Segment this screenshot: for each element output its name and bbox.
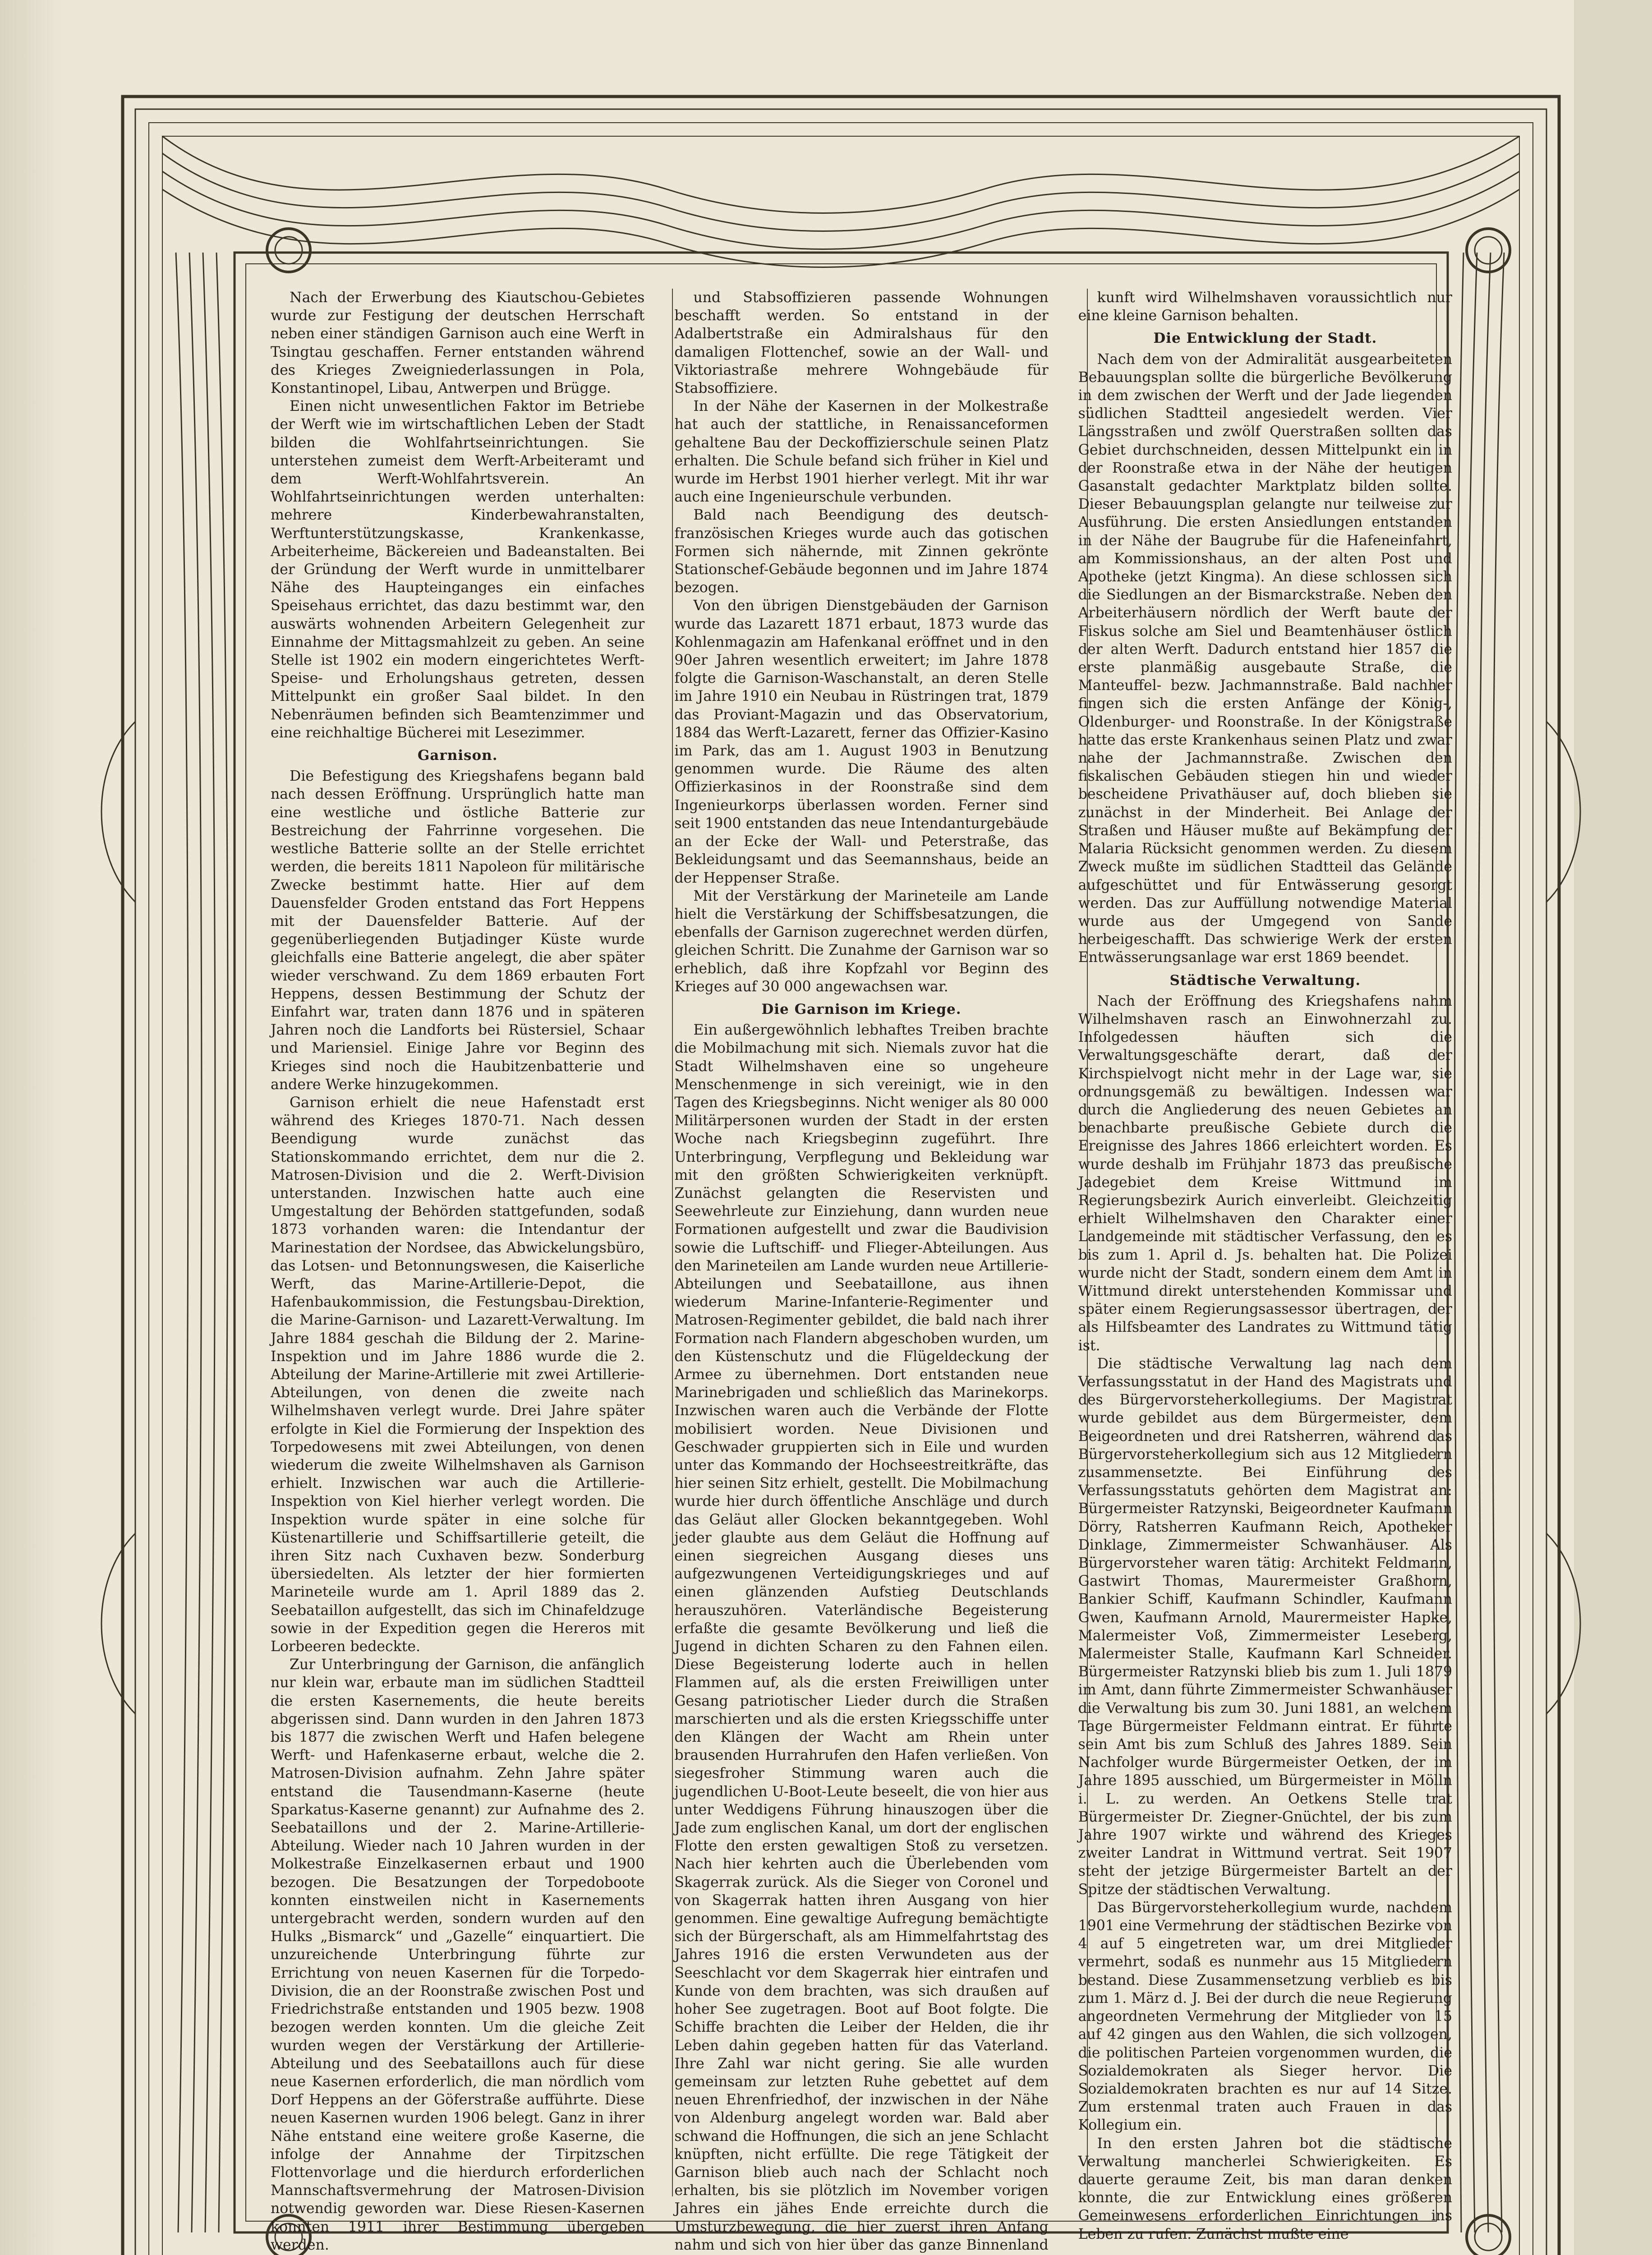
paragraph: Nach der Eröffnung des Kriegshafens nahm Wilhelmshaven rasch an Einwohnerzahl zu. Infolgedessen häuften sich die Verwaltungsgeschäfte derart, daß der Kirchspielvogt nicht mehr in der Lage war, sie ordnungsgemäß zu bewältigen. Indessen war durch die Angliederung des neuen Gebietes an benachbarte preußische Gebiete durch die Ereignisse des Jahres 1866 erleichtert worden. Es wurde deshalb im Frühjahr 1873 das preußische Jadegebiet dem Kreise Wittmund im Regierungsbezirk Aurich einverleibt. Gleichzeitig erhielt Wilhelmshaven den Charakter einer Landgemeinde mit städtischer Verfassung, den es bis zum 1. April d. Js. behalten hat. Die Polizei wurde nicht der Stadt, sondern einem dem Amt in Wittmund direkt unterstehenden Kommissar und später einem Regierungsassessor übertragen, der als Hilfsbeamter des Landrates zu Wittmund tätig ist. bbox=[1078, 993, 1452, 1354]
column-1 bbox=[271, 289, 645, 2253]
paragraph: Garnison erhielt die neue Hafenstadt erst während des Krieges 1870-71. Nach dessen Beendigung wurde zunächst das Stationskommando errichtet, dem nur die 2. Matrosen-Division und die 2. Werft-Division unterstanden. Inzwischen hatte auch eine Umgestaltung der Behörden stattgefunden, sodaß 1873 vorhanden waren: die Intendantur der Marinestation der Nordsee, das Abwickelungsbüro, das Lotsen- und Betonnungswesen, die Kaiserliche Werft, das Marine-Artillerie-Depot, die Hafenbaukommission, die Festungsbau-Direktion, die Marine-Garnison- und Lazarett-Verwaltung. Im Jahre 1884 geschah die Bildung der 2. Marine-Inspektion und im Jahre 1886 wurde die 2. Abteilung der Marine-Artillerie mit zwei Artillerie-Abteilungen, von denen die zweite nach Wilhelmshaven verlegt wurde. Drei Jahre später erfolgte in Kiel die Formierung der Inspektion des Torpedowesens mit zwei Abteilungen, von denen wiederum die zweite Wilhelmshaven als Garnison erhielt. Inzwischen war auch die Artillerie-Inspektion von Kiel hierher verlegt worden. Die Inspektion wurde später in eine solche für Küstenartillerie und Schiffsartillerie geteilt, die ihren Sitz nach Cuxhaven bezw. Sonderburg übersiedelten. Als letzter der hier formierten Marineteile wurde am 1. April 1889 das 2. Seebataillon aufgestellt, das sich im Chinafeldzuge sowie in der Expedition gegen die Hereros mit Lorbeeren bedeckte. bbox=[271, 1094, 645, 1655]
paragraph: Von den übrigen Dienstgebäuden der Garnison wurde das Lazarett 1871 erbaut, 1873 wurde das Kohlenmagazin am Hafenkanal eröffnet und in den 90er Jahren wesentlich erweitert; im Jahre 1878 folgte die Garnison-Waschanstalt, an deren Stelle im Jahre 1910 ein Neubau in Rüstringen trat, 1879 das Proviant-Magazin und das Observatorium, 1884 das Werft-Lazarett, ferner das Offizier-Kasino im Park, das am 1. August 1903 in Benutzung genommen wurde. Die Räume des alten Offizierkasinos in der Roonstraße sind dem Ingenieurkorps überlassen worden. Ferner sind seit 1900 entstanden das neue Intendanturgebäude an der Ecke der Wall- und Peterstraße, das Bekleidungsamt und das Seemannshaus, beide an der Heppenser Straße. bbox=[674, 598, 1049, 886]
section-heading: Die Entwicklung der Stadt. bbox=[1153, 330, 1377, 347]
paragraph: Mit der Verstärkung der Marineteile am Lande hielt die Verstärkung der Schiffsbesatzungen, die ebenfalls der Garnison zugerechnet werden dürfen, gleichen Schritt. Die Zunahme der Garnison war so erheblich, daß ihre Kopfzahl vor Beginn des Krieges auf 30 000 angewachsen war. bbox=[674, 888, 1049, 995]
paragraph: Ein außergewöhnlich lebhaftes Treiben brachte die Mobilmachung mit sich. Niemals zuvor hat die Stadt Wilhelmshaven eine so ungeheure Menschenmenge in sich vereinigt, wie in den Tagen des Kriegsbeginns. Nicht weniger als 80 000 Militärpersonen wurden der Stadt in der ersten Woche nach Kriegsbeginn zugeführt. Ihre Unterbringung, Verpflegung und Bekleidung war mit den größten Schwierigkeiten verknüpft. Zunächst gelangten die Reservisten und Seewehrleute zur Einziehung, dann wurden neue Formationen aufgestellt und zwar die Baudivision sowie die Luftschiff- und Flieger-Abteilungen. Aus den Marineteilen am Lande wurden neue Artillerie-Abteilungen und Seebataillone, aus ihnen wiederum Marine-Infanterie-Regimenter und Matrosen-Regimenter gebildet, die bald nach ihrer Formation nach Flandern abgeschoben wurden, um den Küstenschutz und die Flügeldeckung der Armee zu übernehmen. Dort entstanden neue Marinebrigaden und schließlich das Marinekorps. Inzwischen waren auch die Verbände der Flotte mobilisiert worden. Neue Divisionen und Geschwader gruppierten sich in Eile und wurden unter das Kommando der Hochseestreitkräfte, das hier seinen Sitz erhielt, gestellt. Die Mobilmachung wurde hier durch öffentliche Anschläge und durch das Geläut aller Glocken bekanntgegeben. Wohl jeder glaubte aus dem Geläut die Hoffnung auf einen siegreichen Ausgang dieses uns aufgezwungenen Verteidigungskrieges und auf einen glänzenden Aufstieg Deutschlands herauszuhören. Vaterländische Begeisterung erfaßte die gesamte Bevölkerung und ließ die Jugend in dichten Scharen zu den Fahnen eilen. Diese Begeisterung loderte auch in hellen Flammen auf, als die ersten Freiwilligen unter Gesang patriotischer Lieder durch die Straßen marschierten und als die ersten Kriegsschiffe unter den Klängen der Wacht am Rhein unter brausenden Hurrahrufen den Hafen verließen. Von siegesfroher Stimmung waren auch die jugendlichen U-Boot-Leute beseelt, die von hier aus unter Weddigens Führung hinauszogen über die Jade zum englischen Kanal, um dort der englischen Flotte den ersten gewaltigen Stoß zu versetzen. Nach hier kehrten auch die Überlebenden vom Skagerrak zurück. Als die Sieger von Coronel und von Skagerrak hatten ihren Ausgang von hier genommen. Eine gewaltige Aufregung bemächtigte sich der Bürgerschaft, als am Himmelfahrtstag des Jahres 1916 die ersten Verwundeten aus der Seeschlacht vor dem Skagerrak hier eintrafen und Kunde von dem brachten, was sich draußen auf hoher See zugetragen. Boot auf Boot folgte. Die Schiffe brachten die Leiber der Helden, die ihr Leben dahin gegeben hatten für das Vaterland. Ihre Zahl war nicht gering. Sie alle wurden gemeinsam zur letzten Ruhe gebettet auf dem neuen Ehrenfriedhof, der inzwischen in der Nähe von Aldenburg angelegt worden war. Bald aber schwand die Hoffnungen, die sich an jene Schlacht knüpften, nicht erfüllte. Die rege Tätigkeit der Garnison blieb auch nach der Schlacht noch erhalten, bis sie plötzlich im November vorigen Jahres ein jähes Ende erreichte durch die Umsturzbewegung, die hier zuerst ihren Anfang nahm und sich von hier über das ganze Binnenland bbox=[674, 1022, 1049, 2253]
paragraph: Einen nicht unwesentlichen Faktor im Betriebe der Werft wie im wirtschaftlichen Leben der Stadt bilden die Wohlfahrtseinrichtungen. Sie unterstehen zumeist dem Werft-Arbeiteramt und dem Werft-Wohlfahrtsverein. An Wohlfahrtseinrichtungen werden unterhalten: mehrere Kinderbewahranstalten, Werftunterstützungskasse, Krankenkasse, Arbeiterheime, Bäckereien und Badeanstalten. Bei der Gründung der Werft wurde in unmittelbarer Nähe des Haupteinganges ein einfaches Speisehaus errichtet, das dazu bestimmt war, den auswärts wohnenden Arbeitern Gelegenheit zur Einnahme der Mittagsmahlzeit zu geben. An seine Stelle ist 1902 ein modern eingerichtetes Werft-Speise- und Erholungshaus getreten, dessen Mittelpunkt ein großer Saal bildet. In den Nebenräumen befinden sich Beamtenzimmer und eine reichhaltige Bücherei mit Lesezimmer. bbox=[271, 398, 645, 741]
paragraph: und Stabsoffizieren passende Wohnungen beschafft werden. So entstand in der Adalbertstraße ein Admiralshaus für den damaligen Flottenchef, sowie an der Wall- und Viktoriastraße mehrere Wohngebäude für Stabsoffiziere. bbox=[674, 290, 1049, 397]
column-3 bbox=[1078, 289, 1452, 2242]
paragraph: Die städtische Verwaltung lag nach dem Verfassungsstatut in der Hand des Magistrats und des Bürgervorsteherkollegiums. Der Magistrat wurde gebildet aus dem Bürgermeister, dem Beigeordneten und drei Ratsherren, während das Bürgervorsteherkollegium sich aus 12 Mitgliedern zusammensetzte. Bei Einführung des Verfassungsstatuts gehörten dem Magistrat an: Bürgermeister Ratzynski, Beigeordneter Kaufmann Dörry, Ratsherren Kaufmann Reich, Apotheker Dinklage, Zimmermeister Schwanhäuser. Als Bürgervorsteher waren tätig: Architekt Feldmann, Gastwirt Thomas, Maurermeister Graßhorn, Bankier Schiff, Kaufmann Schindler, Kaufmann Gwen, Kaufmann Arnold, Maurermeister Hapke, Malermeister Voß, Zimmermeister Leseberg, Malermeister Stalle, Kaufmann Karl Schneider. Bürgermeister Ratzynski blieb bis zum 1. Juli 1879 im Amt, dann führte Zimmermeister Schwanhäuser die Verwaltung bis zum 30. Juni 1881, an welchem Tage Bürgermeister Feldmann eintrat. Er führte sein Amt bis zum Schluß des Jahres 1889. Sein Nachfolger wurde Bürgermeister Oetken, der im Jahre 1895 ausschied, um Bürgermeister in Mölln i. L. zu werden. An Oetkens Stelle trat Bürgermeister Dr. Ziegner-Gnüchtel, der bis zum Jahre 1907 wirkte und während des Krieges zweiter Landrat in Wittmund vertrat. Seit 1907 steht der jetzige Bürgermeister Bartelt an der Spitze der städtischen Verwaltung. bbox=[1078, 1355, 1452, 1898]
paragraph: In den ersten Jahren bot die städtische Verwaltung mancherlei Schwierigkeiten. Es dauerte geraume Zeit, bis man daran denken konnte, die zur Entwicklung eines größeren Gemeinwesens erforderlichen Einrichtungen ins Leben zu rufen. Zunächst mußte eine bbox=[1078, 2135, 1452, 2242]
paragraph: kunft wird Wilhelmshaven voraussichtlich nur eine kleine Garnison behalten. bbox=[1078, 290, 1452, 324]
paragraph: Nach der Erwerbung des Kiautschou-Gebietes wurde zur Festigung der deutschen Herrschaft neben einer ständigen Garnison auch eine Werft in Tsingtau geschaffen. Ferner entstanden während des Krieges Zweigniederlassungen in Pola, Konstantinopel, Libau, Antwerpen und Brügge. bbox=[271, 290, 645, 397]
paragraph: Bald nach Beendigung des deutsch-französischen Krieges wurde auch das gotischen Formen sich nähernde, mit Zinnen gekrönte Stationschef-Gebäude begonnen und im Jahre 1874 bezogen. bbox=[674, 507, 1049, 596]
article-body bbox=[271, 289, 1452, 2253]
section-heading: Städtische Verwaltung. bbox=[1169, 972, 1361, 989]
section-heading: Die Garnison im Kriege. bbox=[761, 1001, 962, 1017]
paragraph: Zur Unterbringung der Garnison, die anfänglich nur klein war, erbaute man im südlichen Stadtteil die ersten Kasernements, die heute bereits abgerissen sind. Dann wurden in den Jahren 1873 bis 1877 die zwischen Werft und Hafen belegene Werft- und Hafenkaserne erbaut, welche die 2. Matrosen-Division aufnahm. Zehn Jahre später entstand die Tausendmann-Kaserne (heute Sparkatus-Kaserne genannt) zur Aufnahme des 2. Seebataillons und der 2. Marine-Artillerie-Abteilung. Wieder nach 10 Jahren wurden in der Molkestraße Einzelkasernen erbaut und 1900 bezogen. Die Besatzungen der Torpedoboote konnten einstweilen nicht in Kasernements untergebracht werden, sondern wurden auf den Hulks „Bismarck“ und „Gazelle“ einquartiert. Die unzureichende Unterbringung führte zur Errichtung von neuen Kasernen für die Torpedo-Division, die an der Roonstraße zwischen Post und Friedrichstraße entstanden und 1905 bezw. 1908 bezogen werden konnten. Um die gleiche Zeit wurden wegen der Verstärkung der Artillerie-Abteilung und des Seebataillons auch für diese neue Kasernen erforderlich, die man nördlich vom Dorf Heppens an der Göferstraße aufführte. Diese neuen Kasernen wurden 1906 belegt. Ganz in ihrer Nähe entstand eine weitere große Kaserne, die infolge der Annahme der Tirpitzschen Flottenvorlage und die hierdurch erforderlichen Mannschaftsvermehrung der Matrosen-Division notwendig geworden war. Diese Riesen-Kasernen konnten 1911 ihrer Bestimmung übergeben werden. bbox=[271, 1657, 645, 2253]
paragraph: Das Bürgervorsteherkollegium wurde, nachdem 1901 eine Vermehrung der städtischen Bezirke von 4 auf 5 eingetreten war, um drei Mitglieder vermehrt, sodaß es nunmehr aus 15 Mitgliedern bestand. Diese Zusammensetzung verblieb es bis zum 1. März d. J. Bei der durch die neue Regierung angeordneten Vermehrung der Mitglieder von 15 auf 42 gingen aus den Wahlen, die sich vollzogen, die politischen Parteien vorgenommen wurden, die Sozialdemokraten als Sieger hervor. Die Sozialdemokraten brachten es nur auf 14 Sitze. Zum erstenmal traten auch Frauen in das Kollegium ein. bbox=[1078, 1899, 1452, 2134]
paragraph: Die Befestigung des Kriegshafens begann bald nach dessen Eröffnung. Ursprünglich hatte man eine westliche und östliche Batterie zur Bestreichung der Fahrrinne vorgesehen. Die westliche Batterie sollte an der Stelle errichtet werden, die bereits 1811 Napoleon für militärische Zwecke bestimmt hatte. Hier auf dem Dauensfelder Groden entstand das Fort Heppens mit der Dauensfelder Batterie. Auf der gegenüberliegenden Butjadinger Küste wurde gleichfalls eine Batterie angelegt, die aber später wieder verschwand. Zu dem 1869 erbauten Fort Heppens, dessen Bestimmung der Schutz der Einfahrt war, traten dann 1876 und in späteren Jahren noch die Landforts bei Rüstersiel, Schaar und Mariensiel. Einige Jahre vor Beginn des Krieges sind noch die Haubitzenbatterie und andere Werke hinzugekommen. bbox=[271, 768, 645, 1093]
section-heading: Garnison. bbox=[417, 747, 498, 764]
paragraph: In der Nähe der Kasernen in der Molkestraße hat auch der stattliche, in Renaissanceformen gehaltene Bau der Deckoffizierschule seinen Platz erhalten. Die Schule befand sich früher in Kiel und wurde im Herbst 1901 hierher verlegt. Mit ihr war auch eine Ingenieurschule verbunden. bbox=[674, 398, 1049, 506]
column-2 bbox=[674, 289, 1049, 2253]
paragraph: Nach dem von der Admiralität ausgearbeiteten Bebauungsplan sollte die bürgerliche Bevölkerung in dem zwischen der Werft und der Jade liegenden südlichen Stadtteil angesiedelt werden. Vier Längsstraßen und zwölf Querstraßen sollten das Gebiet durchschneiden, dessen Mittelpunkt ein in der Roonstraße etwa in der Nähe der heutigen Gasanstalt gedachter Marktplatz bilden sollte. Dieser Bebauungsplan gelangte nur teilweise zur Ausführung. Die ersten Ansiedlungen entstanden in der Nähe der Baugrube für die Hafeneinfahrt, am Kommissionshaus, an der alten Post und Apotheke (jetzt Kingma). An diese schlossen sich die Siedlungen an der Bismarckstraße. Neben den Arbeiterhäusern nördlich der Werft baute der Fiskus solche am Siel und Beamtenhäuser östlich der alten Werft. Dadurch entstand hier 1857 die erste planmäßig ausgebaute Straße, die Manteuffel- bezw. Jachmannstraße. Bald nachher fingen sich die ersten Anfänge der König-, Oldenburger- und Roonstraße. In der Königstraße hatte das erste Krankenhaus seinen Platz und zwar nahe der Jachmannstraße. Zwischen den fiskalischen Gebäuden stiegen hin und wieder bescheidene Privathäuser auf, doch blieben sie zunächst in der Minderheit. Bei Anlage der Straßen und Häuser mußte auf Bekämpfung der Malaria Rücksicht genommen werden. Zu diesem Zweck mußte im südlichen Stadtteil das Gelände aufgeschüttet und für Entwässerung gesorgt werden. Das zur Auffüllung notwendige Material wurde aus der Umgegend von Sande herbeigeschafft. Das schwierige Werk der ersten Entwässerungsanlage war erst 1869 beendet. bbox=[1078, 351, 1452, 966]
